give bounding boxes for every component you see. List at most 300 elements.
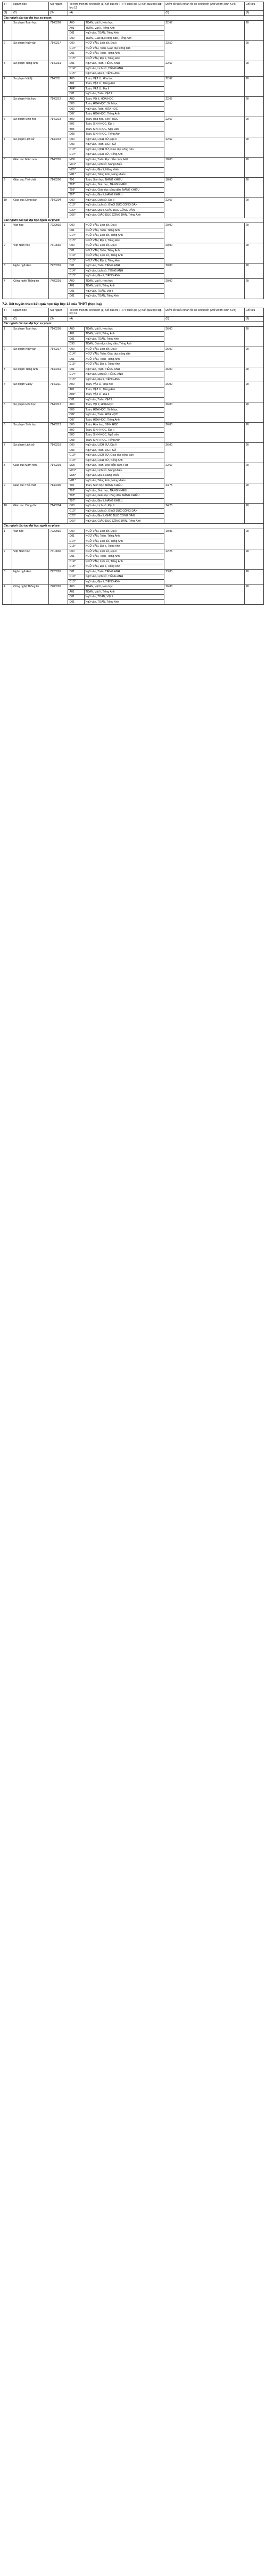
table-row <box>3 483 264 489</box>
combo-subjects: Ngữ văn, Địa lí, TIẾNG ANH <box>84 71 164 77</box>
row-threshold: 22.67 <box>164 117 245 137</box>
combo-code: B00 <box>68 117 84 122</box>
combo-subjects: TOÁN, Giáo dục công dân, Tiếng Anh <box>84 342 164 347</box>
combo-subjects: NGỮ VĂN, Lịch sử, Địa lí <box>84 223 164 228</box>
section-title-hoc-ba: 7.2. Xét tuyển theo kết quả học tập lớp 12 của THPT (học bạ) <box>2 302 102 306</box>
table-row <box>3 177 264 183</box>
row-nganh: Sư phạm Ngữ văn <box>12 347 49 367</box>
row-ma-nganh: 7140217 <box>49 41 68 61</box>
row-stt: 1 <box>3 326 12 347</box>
num-1: (1) <box>3 316 12 322</box>
table-row <box>3 197 264 203</box>
table-row <box>3 278 264 284</box>
row-threshold: 26.00 <box>164 423 245 443</box>
combo-code: C02 <box>68 106 84 112</box>
combo-code: T00 <box>68 483 84 489</box>
row-nganh: Việt Nam học <box>12 243 49 264</box>
row-nganh: Giáo dục Công dân <box>12 197 49 218</box>
combo-subjects: Ngữ văn, Địa lí, GIÁO DỤC CÔNG DÂN <box>84 208 164 213</box>
combo-subjects: NGỮ VĂN, Toán, Tiếng Anh <box>84 357 164 362</box>
row-nganh: Sư phạm Hóa học <box>12 96 49 117</box>
group-row <box>3 524 264 529</box>
combo-code: D01 <box>68 264 84 269</box>
table-row <box>3 569 264 574</box>
combo-subjects: Ngữ văn, Lịch sử, Năng khiếu <box>84 162 164 168</box>
combo-subjects: Ngữ văn, LỊCH SỬ, Tiếng Anh <box>84 152 164 158</box>
combo-code: B02 <box>68 122 84 127</box>
combo-code: M00 <box>68 463 84 468</box>
combo-subjects: Ngữ văn, Địa lí, GIÁO DỤC CÔNG DÂN <box>84 514 164 519</box>
combo-subjects: Toán, HÓA HỌC, Sinh học <box>84 102 164 107</box>
combo-subjects: NGỮ VĂN, Toán, Giáo dục công dân <box>84 352 164 357</box>
row-ma-nganh: 7140212 <box>49 402 68 423</box>
row-threshold: 26.00 <box>164 382 245 402</box>
table-row <box>3 157 264 162</box>
combo-code: C00 <box>68 347 84 352</box>
row-nganh: Giáo dục Công dân <box>12 504 49 524</box>
combo-code: D15* <box>68 238 84 243</box>
row-quota: 20 <box>244 223 263 243</box>
combo-code: C01 <box>68 92 84 97</box>
row-ma-nganh: 7140218 <box>49 443 68 463</box>
table-row <box>3 61 264 67</box>
row-stt: 10 <box>3 197 12 218</box>
combo-code: D66* <box>68 519 84 524</box>
combo-code: A04* <box>68 392 84 398</box>
row-nganh: Sư phạm Lịch sử <box>12 137 49 157</box>
row-quota: 20 <box>244 443 263 463</box>
combo-subjects: Ngữ văn, Toán, Đọc diễn cảm, Hát <box>84 463 164 468</box>
combo-subjects: Toán, SINH HỌC, Tiếng Anh <box>84 438 164 443</box>
header-stt: TT <box>3 308 12 316</box>
combo-code: C19* <box>68 508 84 514</box>
combo-subjects: Toán, Sinh học, NĂNG KHIẾU <box>84 483 164 489</box>
row-stt: 4 <box>3 278 12 299</box>
header-diem: Điểm tối thiểu nhận hồ sơ xét tuyển (Đối với thí sinh KV3) <box>164 2 245 11</box>
combo-code: T02* <box>68 488 84 493</box>
combo-code: T07* <box>68 498 84 504</box>
combo-subjects: NGỮ VĂN, Lịch sử, Tiếng Anh <box>84 253 164 259</box>
combo-subjects: Toán, HÓA HỌC, Sinh học <box>84 407 164 413</box>
table-block-2 <box>2 308 264 605</box>
combo-code: C02 <box>68 413 84 418</box>
row-quota: 20 <box>244 21 263 41</box>
combo-code: D14* <box>68 152 84 158</box>
combo-subjects: Ngữ văn, Toán, VẬT LÍ <box>84 92 164 97</box>
row-threshold: 26.00 <box>164 443 245 463</box>
row-stt: 6 <box>3 423 12 443</box>
row-threshold: 23.83 <box>164 569 245 585</box>
table-header-row <box>3 2 264 11</box>
table-body <box>3 15 264 299</box>
combo-code: D01 <box>68 248 84 253</box>
row-ma-nganh: 7229030 <box>49 223 68 243</box>
combo-code: T02* <box>68 183 84 188</box>
table-row <box>3 367 264 372</box>
combo-code: M01* <box>68 162 84 168</box>
row-ma-nganh: 7140217 <box>49 347 68 367</box>
combo-code: A00 <box>68 326 84 332</box>
row-quota: 20 <box>244 423 263 443</box>
row-quota: 20 <box>244 367 263 382</box>
header-to-hop: Tổ hợp môn thi xét tuyển (1) Kết quả thi THPT quốc gia (2) Kết quả học tập lớp 12 <box>68 2 164 11</box>
row-ma-nganh: 7310630 <box>49 243 68 264</box>
combo-code: C20* <box>68 514 84 519</box>
combo-code: B00 <box>68 423 84 428</box>
admission-table-transcript <box>2 308 264 605</box>
combo-code: D15* <box>68 579 84 585</box>
combo-code: A01 <box>68 589 84 595</box>
row-quota: 20 <box>244 463 263 483</box>
combo-subjects: Toán, HÓA HỌC, Tiếng Anh <box>84 417 164 423</box>
combo-code: D15* <box>68 258 84 264</box>
combo-code: C19* <box>68 147 84 152</box>
combo-code: D01 <box>68 336 84 342</box>
row-threshold: 26.88 <box>164 585 245 605</box>
combo-subjects: Toán, Hóa học, SINH HỌC <box>84 423 164 428</box>
header-diem: Điểm tối thiểu nhận hồ sơ xét tuyển (Đối với thí sinh KV3) <box>164 308 245 316</box>
combo-subjects: NGỮ VĂN, Lịch sử, Địa lí <box>84 347 164 352</box>
table-number-row <box>3 11 264 16</box>
combo-subjects: Ngữ văn, Lịch sử, GIÁO DỤC CÔNG DÂN <box>84 203 164 208</box>
combo-code: D14* <box>68 559 84 564</box>
header-chi-tieu: Chỉ tiêu <box>244 308 263 316</box>
table-row <box>3 423 264 428</box>
num-6: (6) <box>244 316 263 322</box>
row-threshold: 22.25 <box>164 549 245 569</box>
row-nganh: Công nghệ Thông tin <box>12 278 49 299</box>
combo-subjects: TOÁN, Giáo dục công dân, Tiếng Anh <box>84 36 164 41</box>
row-ma-nganh: 7480201 <box>49 585 68 605</box>
row-threshold: 22.67 <box>164 197 245 218</box>
row-stt: 10 <box>3 504 12 524</box>
row-quota: 20 <box>244 157 263 177</box>
table-row <box>3 549 264 554</box>
row-threshold: 20.00 <box>164 278 245 299</box>
group-title: Các ngành đào tạo đại học sư phạm: <box>3 322 264 327</box>
combo-code: A04* <box>68 86 84 92</box>
combo-subjects: Ngữ văn, Sinh học, NĂNG KHIẾU <box>84 488 164 493</box>
combo-code: M11* <box>68 172 84 178</box>
combo-code: C00 <box>68 504 84 509</box>
row-nganh: Sư phạm Vật lý <box>12 382 49 402</box>
combo-subjects: NGỮ VĂN, Lịch sử, Tiếng Anh <box>84 559 164 564</box>
row-quota: 20 <box>244 483 263 504</box>
combo-code: C00 <box>68 549 84 554</box>
group-title: Các ngành đào tạo đại học sư phạm: <box>3 15 264 21</box>
table-row <box>3 443 264 448</box>
combo-subjects: Ngữ văn, Tiếng Anh, Năng khiếu <box>84 172 164 178</box>
combo-code: D15* <box>68 377 84 382</box>
row-stt: 7 <box>3 443 12 463</box>
table-row <box>3 41 264 46</box>
row-nganh: Việt Nam học <box>12 549 49 569</box>
combo-subjects: Ngữ văn, Toán, VẬT LÍ <box>84 397 164 402</box>
row-ma-nganh: 7140201 <box>49 463 68 483</box>
group-title: Các ngành đào tạo đại học ngoài sư phạm: <box>3 218 264 223</box>
combo-code: C00 <box>68 137 84 142</box>
row-ma-nganh: 7140206 <box>49 483 68 504</box>
combo-code: D01 <box>68 554 84 559</box>
row-nganh: Văn học <box>12 529 49 549</box>
combo-code: D14* <box>68 574 84 580</box>
combo-code: A01 <box>68 387 84 392</box>
table-row <box>3 137 264 142</box>
row-threshold: 22.67 <box>164 76 245 96</box>
row-stt: 4 <box>3 585 12 605</box>
group-row <box>3 218 264 223</box>
combo-subjects: Ngữ văn, Địa lí, NĂNG KHIẾU <box>84 193 164 198</box>
row-threshold: 26.00 <box>164 347 245 367</box>
combo-subjects: Ngữ văn, Giáo dục công dân, NĂNG KHIẾU <box>84 187 164 193</box>
combo-code: D01 <box>68 228 84 233</box>
combo-subjects: Toán, Vật lí, HÓA HỌC <box>84 402 164 408</box>
combo-code: M05* <box>68 473 84 479</box>
combo-subjects: Toán, VẬT LÍ, Hóa học <box>84 382 164 388</box>
combo-code: C19* <box>68 203 84 208</box>
combo-subjects: NGỮ VĂN, Lịch sử, Địa lí <box>84 529 164 534</box>
combo-code: D01 <box>68 569 84 574</box>
row-nganh: Giáo dục Mầm non <box>12 463 49 483</box>
row-ma-nganh: 7140204 <box>49 504 68 524</box>
row-quota: 20 <box>244 585 263 605</box>
combo-subjects: Ngữ văn, Toán, TIẾNG ANH <box>84 569 164 574</box>
row-nganh: Giáo dục Mầm non <box>12 157 49 177</box>
table-row <box>3 529 264 534</box>
combo-code: C01 <box>68 289 84 294</box>
row-ma-nganh: 7140211 <box>49 382 68 402</box>
combo-subjects: NGỮ VĂN, Toán, Tiếng Anh <box>84 554 164 559</box>
combo-subjects: Toán, VẬT LÍ, Địa lí <box>84 392 164 398</box>
combo-subjects: TOÁN, Vật lí, Hóa học <box>84 21 164 26</box>
row-threshold: 22.67 <box>164 96 245 117</box>
combo-subjects: Ngữ văn, GIÁO DỤC CÔNG DÂN, Tiếng Anh <box>84 213 164 218</box>
combo-subjects: Ngữ văn, TOÁN, Tiếng Anh <box>84 336 164 342</box>
combo-subjects: Toán, SINH HỌC, Tiếng Anh <box>84 132 164 137</box>
combo-code: D15* <box>68 564 84 570</box>
combo-subjects: NGỮ VĂN, Địa lí, Tiếng Anh <box>84 238 164 243</box>
table-row <box>3 347 264 352</box>
group-row <box>3 15 264 21</box>
combo-subjects: Toán, VẬT LÍ, Tiếng Anh <box>84 81 164 87</box>
row-nganh: Giáo dục Thể chất <box>12 177 49 197</box>
combo-subjects: Ngữ văn, Địa lí, TIẾNG ANH <box>84 377 164 382</box>
row-ma-nganh: 7140211 <box>49 76 68 96</box>
combo-code: D01 <box>68 367 84 372</box>
combo-subjects: TOÁN, Vật lí, Tiếng Anh <box>84 26 164 31</box>
row-stt: 4 <box>3 382 12 402</box>
row-quota: 20 <box>244 549 263 569</box>
combo-subjects: Ngữ văn, Lịch sử, TIẾNG ANH <box>84 66 164 71</box>
combo-code: C00 <box>68 197 84 203</box>
row-stt: 3 <box>3 61 12 77</box>
num-4: (4) <box>68 11 164 16</box>
combo-code: C00 <box>68 529 84 534</box>
combo-code: D01 <box>68 61 84 67</box>
combo-code: C01 <box>68 595 84 600</box>
combo-code: B00 <box>68 102 84 107</box>
combo-code: D07 <box>68 112 84 117</box>
row-stt: 2 <box>3 347 12 367</box>
combo-subjects: Ngữ văn, Lịch sử, Năng khiếu <box>84 468 164 473</box>
header-stt: TT <box>3 2 12 11</box>
row-quota: 20 <box>244 96 263 117</box>
combo-code: T05* <box>68 187 84 193</box>
combo-code: D01 <box>68 294 84 299</box>
header-to-hop: Tổ hợp môn thi xét tuyển (1) Kết quả thi THPT quốc gia (2) Kết quả học tập lớp 12 <box>68 308 164 316</box>
combo-subjects: Ngữ văn, Toán, HÓA HỌC <box>84 413 164 418</box>
combo-subjects: Toán, SINH HỌC, Ngữ văn <box>84 127 164 132</box>
row-nganh: Sư phạm Vật lý <box>12 76 49 96</box>
combo-subjects: TOÁN, Vật lí, Tiếng Anh <box>84 332 164 337</box>
header-chi-tieu: Chỉ tiêu <box>244 2 263 11</box>
combo-code: C14* <box>68 46 84 51</box>
row-ma-nganh: 7220201 <box>49 569 68 585</box>
combo-code: B03 <box>68 433 84 438</box>
group-title: Các ngành đào tạo đại học ngoài sư phạm: <box>3 524 264 529</box>
combo-subjects: Ngữ văn, Toán, LỊCH SỬ <box>84 448 164 453</box>
combo-subjects: Ngữ văn, Toán, TIẾNG ANH <box>84 61 164 67</box>
row-ma-nganh: 7480201 <box>49 278 68 299</box>
combo-code: A01 <box>68 81 84 87</box>
row-quota: 20 <box>244 177 263 197</box>
row-threshold: 20.00 <box>164 223 245 243</box>
combo-subjects: Ngữ văn, Sinh học, NĂNG KHIẾU <box>84 183 164 188</box>
header-ma-nganh: Mã ngành <box>49 308 68 316</box>
row-threshold: 26.00 <box>164 402 245 423</box>
combo-subjects: Ngữ văn, Giáo dục công dân, NĂNG KHIẾU <box>84 493 164 499</box>
row-quota: 20 <box>244 41 263 61</box>
combo-code: C03 <box>68 448 84 453</box>
row-ma-nganh: 7140206 <box>49 177 68 197</box>
combo-subjects: NGỮ VĂN, Toán, Giáo dục công dân <box>84 46 164 51</box>
combo-code: M11* <box>68 478 84 483</box>
combo-subjects: Ngữ văn, LỊCH SỬ, Giáo dục công dân <box>84 453 164 458</box>
combo-subjects: NGỮ VĂN, Toán, Tiếng Anh <box>84 534 164 539</box>
row-threshold: 22.67 <box>164 61 245 77</box>
combo-subjects: Ngữ văn, Lịch sử, TIẾNG ANH <box>84 268 164 274</box>
row-stt: 4 <box>3 76 12 96</box>
group-row <box>3 322 264 327</box>
combo-code: C19* <box>68 453 84 458</box>
combo-code: D01 <box>68 31 84 36</box>
row-stt: 2 <box>3 41 12 61</box>
combo-subjects: NGỮ VĂN, Lịch sử, Địa lí <box>84 549 164 554</box>
table-body <box>3 322 264 605</box>
combo-code: C20* <box>68 208 84 213</box>
combo-code: D66* <box>68 213 84 218</box>
row-threshold: 19.86 <box>164 529 245 549</box>
table-row <box>3 326 264 332</box>
row-nganh: Sư phạm Tiếng Anh <box>12 367 49 382</box>
row-quota: 20 <box>244 569 263 585</box>
row-quota: 20 <box>244 347 263 367</box>
combo-subjects: Ngữ văn, Lịch sử, TIẾNG ANH <box>84 574 164 580</box>
combo-subjects: Ngữ văn, LỊCH SỬ, Địa lí <box>84 137 164 142</box>
combo-subjects: Ngữ văn, Địa lí, TIẾNG ANH <box>84 579 164 585</box>
combo-code: T05* <box>68 493 84 499</box>
row-stt: 7 <box>3 137 12 157</box>
table-row <box>3 264 264 269</box>
table-header-row <box>3 308 264 316</box>
row-ma-nganh: 7220201 <box>49 264 68 279</box>
num-2: (2) <box>12 11 49 16</box>
combo-code: C14* <box>68 352 84 357</box>
row-threshold: 24.75 <box>164 483 245 504</box>
row-stt: 1 <box>3 223 12 243</box>
header-nganh: Ngành học <box>12 308 49 316</box>
combo-code: C00 <box>68 41 84 46</box>
combo-subjects: NGỮ VĂN, Địa lí, Tiếng Anh <box>84 564 164 570</box>
combo-code: A01 <box>68 26 84 31</box>
combo-subjects: NGỮ VĂN, Địa lí, Tiếng Anh <box>84 362 164 367</box>
combo-code: C01 <box>68 397 84 402</box>
combo-code: A00 <box>68 21 84 26</box>
combo-subjects: NGỮ VĂN, Địa lí, Tiếng Anh <box>84 544 164 549</box>
row-quota: 20 <box>244 76 263 96</box>
combo-subjects: Ngữ văn, Toán, Đọc diễn cảm, Hát <box>84 157 164 162</box>
row-ma-nganh: 7140204 <box>49 197 68 218</box>
row-ma-nganh: 7310630 <box>49 549 68 569</box>
combo-code: D01 <box>68 599 84 605</box>
row-quota: 20 <box>244 326 263 347</box>
num-1: (1) <box>3 11 12 16</box>
combo-code: D01 <box>68 534 84 539</box>
combo-code: C00 <box>68 443 84 448</box>
row-ma-nganh: 7140218 <box>49 137 68 157</box>
row-stt: 5 <box>3 96 12 117</box>
row-threshold: 22.67 <box>164 463 245 483</box>
row-quota: 20 <box>244 504 263 524</box>
row-ma-nganh: 7140213 <box>49 423 68 443</box>
num-2: (2) <box>12 316 49 322</box>
combo-code: C00 <box>68 223 84 228</box>
combo-code: A00 <box>68 278 84 284</box>
row-stt: 3 <box>3 264 12 279</box>
combo-subjects: Ngữ văn, Toán, TIẾNG ANH <box>84 264 164 269</box>
row-threshold: 23.50 <box>164 41 245 61</box>
table-row <box>3 382 264 388</box>
combo-code: B00 <box>68 407 84 413</box>
row-stt: 5 <box>3 402 12 423</box>
combo-subjects: Toán, VẬT LÍ, Tiếng Anh <box>84 387 164 392</box>
combo-subjects: Ngữ văn, Toán, TIẾNG ANH <box>84 367 164 372</box>
row-stt: 1 <box>3 21 12 41</box>
combo-subjects: Ngữ văn, Lịch sử, GIÁO DỤC CÔNG DÂN <box>84 508 164 514</box>
combo-code: D15* <box>68 56 84 61</box>
combo-subjects: Toán, SINH HỌC, Địa lí <box>84 427 164 433</box>
combo-subjects: Toán, Vật lí, HÓA HỌC <box>84 96 164 102</box>
row-nganh: Văn học <box>12 223 49 243</box>
combo-subjects: Toán, SINH HỌC, Ngữ văn <box>84 433 164 438</box>
row-threshold: 18.00 <box>164 157 245 177</box>
combo-subjects: Ngữ văn, Địa lí, Năng khiếu <box>84 167 164 172</box>
row-ma-nganh: 7140209 <box>49 21 68 41</box>
row-nganh: Ngôn ngữ Anh <box>12 569 49 585</box>
combo-code: D14* <box>68 458 84 463</box>
combo-code: D15* <box>68 71 84 77</box>
combo-subjects: Ngữ văn, LỊCH SỬ, Tiếng Anh <box>84 458 164 463</box>
combo-subjects: TOÁN, Vật lí, Tiếng Anh <box>84 284 164 289</box>
combo-subjects: TOÁN, Vật lí, Hóa học <box>84 326 164 332</box>
row-threshold: 20.00 <box>164 264 245 279</box>
admission-table-exam <box>2 2 264 299</box>
num-6: (6) <box>244 11 263 16</box>
combo-code: D14* <box>68 539 84 544</box>
combo-code: A00 <box>68 585 84 590</box>
combo-subjects: Ngữ văn, Lịch sử, Địa lí <box>84 197 164 203</box>
combo-subjects: NGỮ VĂN, Lịch sử, Tiếng Anh <box>84 233 164 238</box>
